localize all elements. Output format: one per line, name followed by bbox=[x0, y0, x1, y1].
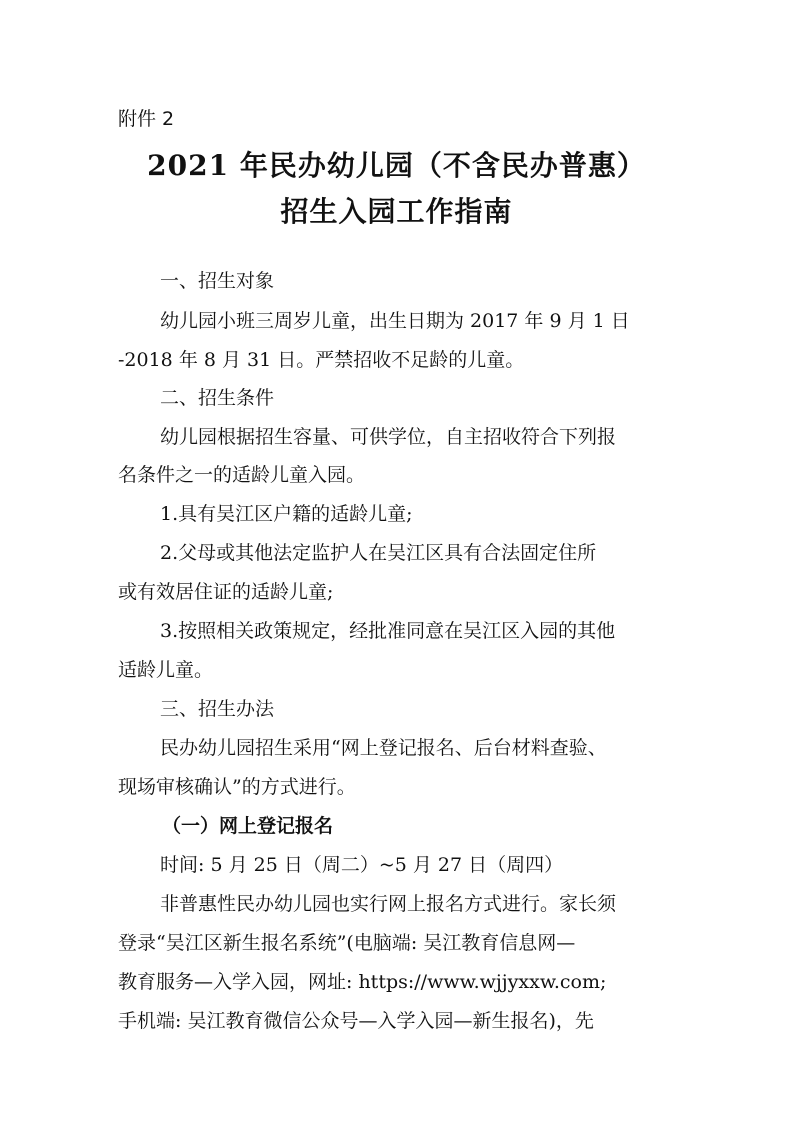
registration-paragraph-line-3: 教育服务—入学入园，网址: https://www.wjjyxxw.com; bbox=[118, 971, 607, 993]
section-1-paragraph-line-1: 幼儿园小班三周岁儿童，出生日期为 2017 年 9 月 1 日 bbox=[160, 310, 630, 332]
section-2-heading: 二、招生条件 bbox=[160, 387, 275, 409]
section-3-paragraph-line-1: 民办幼儿园招生采用“网上登记报名、后台材料查验、 bbox=[160, 737, 607, 759]
section-1-paragraph-line-2: -2018 年 8 月 31 日。严禁招收不足龄的儿童。 bbox=[118, 349, 525, 371]
registration-paragraph-line-4: 手机端: 吴江教育微信公众号—入学入园—新生报名)，先 bbox=[118, 1010, 594, 1032]
registration-paragraph-line-2: 登录“吴江区新生报名系统”(电脑端: 吴江教育信息网— bbox=[118, 932, 576, 954]
section-2-item-1: 1.具有吴江区户籍的适龄儿童; bbox=[160, 503, 413, 525]
section-2-paragraph-line-2: 名条件之一的适龄儿童入园。 bbox=[118, 464, 366, 486]
section-2-item-3-line-1: 3.按照相关政策规定，经批准同意在吴江区入园的其他 bbox=[160, 620, 616, 642]
registration-paragraph-line-1: 非普惠性民办幼儿园也实行网上报名方式进行。家长须 bbox=[160, 893, 617, 915]
section-2-paragraph-line-1: 幼儿园根据招生容量、可供学位，自主招收符合下列报 bbox=[160, 426, 617, 448]
section-2-item-2-line-2: 或有效居住证的适龄儿童; bbox=[118, 581, 334, 603]
section-1-heading: 一、招生对象 bbox=[160, 270, 275, 292]
page-title-line-1: 2021 年民办幼儿园（不含民办普惠） bbox=[147, 149, 646, 182]
subsection-heading: （一）网上登记报名 bbox=[162, 815, 334, 837]
registration-time: 时间: 5 月 25 日（周二）~5 月 27 日（周四） bbox=[160, 854, 564, 876]
section-3-paragraph-line-2: 现场审核确认”的方式进行。 bbox=[118, 776, 356, 798]
section-2-item-3-line-2: 适龄儿童。 bbox=[118, 659, 214, 681]
page-title-line-2: 招生入园工作指南 bbox=[280, 195, 513, 228]
attachment-label: 附件 2 bbox=[118, 108, 175, 130]
section-3-heading: 三、招生办法 bbox=[160, 698, 275, 720]
section-2-item-2-line-1: 2.父母或其他法定监护人在吴江区具有合法固定住所 bbox=[160, 542, 597, 564]
